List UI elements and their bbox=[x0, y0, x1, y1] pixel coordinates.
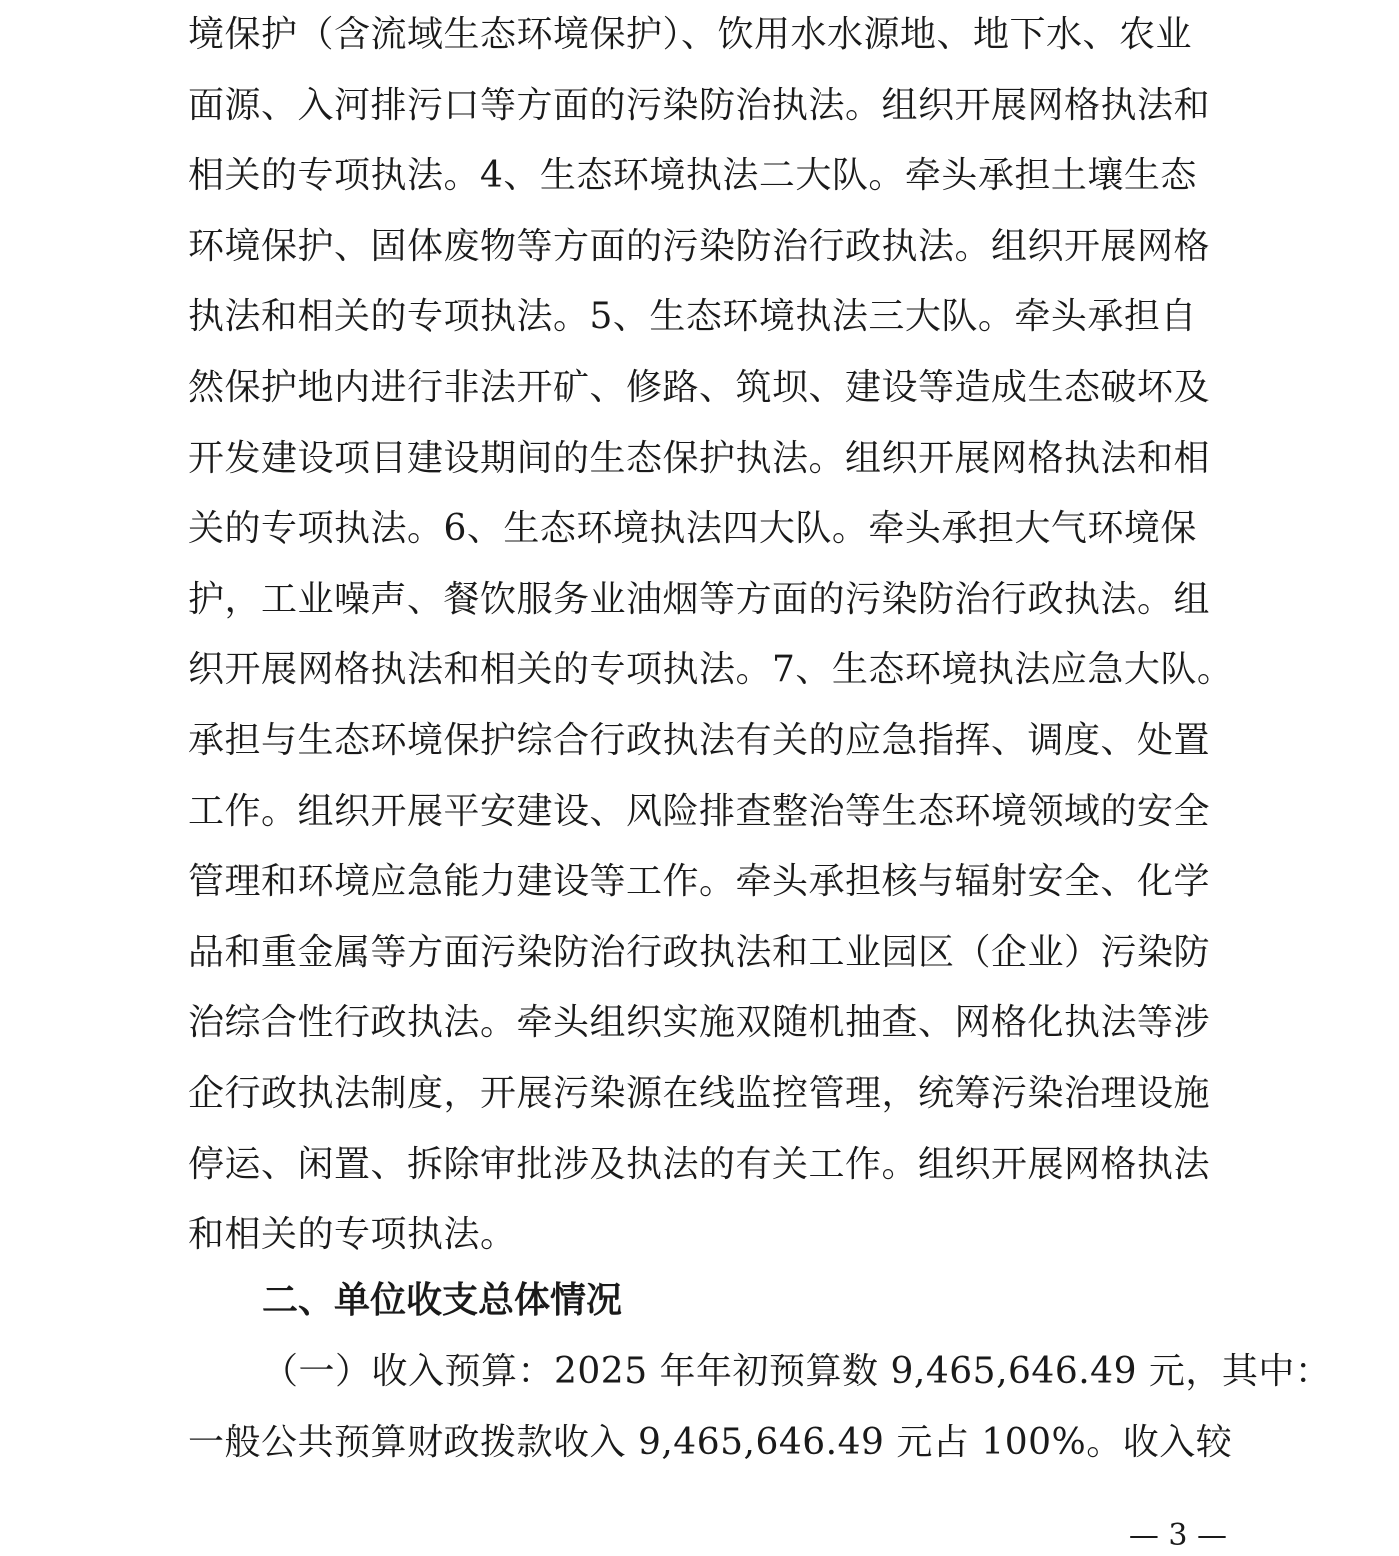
income-paragraph bbox=[188, 1337, 1332, 1478]
text-line: 停运、闲置、拆除审批涉及执法的有关工作。组织开展网格执法 bbox=[188, 1143, 1211, 1185]
text-line: 企行政执法制度，开展污染源在线监控管理，统筹污染治理设施 bbox=[188, 1072, 1211, 1114]
text-line: 管理和环境应急能力建设等工作。牵头承担核与辐射安全、化学 bbox=[188, 861, 1211, 903]
text-line: 治综合性行政执法。牵头组织实施双随机抽查、网格化执法等涉 bbox=[188, 1002, 1211, 1044]
text-line: 一般公共预算财政拨款收入 9,465,646.49 元占 100%。收入较 bbox=[188, 1421, 1233, 1463]
text-line: 然保护地内进行非法开矿、修路、筑坝、建设等造成生态破坏及 bbox=[188, 366, 1211, 408]
text-line: 织开展网格执法和相关的专项执法。7、生态环境执法应急大队。 bbox=[188, 649, 1234, 691]
text-line: 相关的专项执法。4、生态环境执法二大队。牵头承担土壤生态 bbox=[188, 155, 1197, 197]
text-line: 工作。组织开展平安建设、风险排查整治等生态环境领域的安全 bbox=[188, 790, 1211, 832]
text-line: 品和重金属等方面污染防治行政执法和工业园区（企业）污染防 bbox=[188, 931, 1211, 973]
section-heading: 二、单位收支总体情况 bbox=[262, 1280, 623, 1321]
text-line: 承担与生态环境保护综合行政执法有关的应急指挥、调度、处置 bbox=[188, 719, 1211, 761]
text-line: （一）收入预算：2025 年年初预算数 9,465,646.49 元，其中： bbox=[262, 1351, 1332, 1392]
text-line: 执法和相关的专项执法。5、生态环境执法三大队。牵头承担自 bbox=[188, 296, 1197, 338]
text-line: 面源、入河排污口等方面的污染防治执法。组织开展网格执法和 bbox=[188, 84, 1211, 126]
text-line: 开发建设项目建设期间的生态保护执法。组织开展网格执法和相 bbox=[188, 437, 1211, 479]
text-line: 环境保护、固体废物等方面的污染防治行政执法。组织开展网格 bbox=[188, 225, 1211, 267]
body-paragraph bbox=[188, 0, 1258, 1271]
text-line: 和相关的专项执法。 bbox=[188, 1214, 517, 1256]
page-number: — 3 — bbox=[1128, 1518, 1227, 1553]
text-line: 护，工业噪声、餐饮服务业油烟等方面的污染防治行政执法。组 bbox=[188, 578, 1211, 620]
text-line: 境保护（含流域生态环境保护）、饮用水水源地、地下水、农业 bbox=[188, 14, 1193, 55]
text-line: 关的专项执法。6、生态环境执法四大队。牵头承担大气环境保 bbox=[188, 508, 1197, 550]
